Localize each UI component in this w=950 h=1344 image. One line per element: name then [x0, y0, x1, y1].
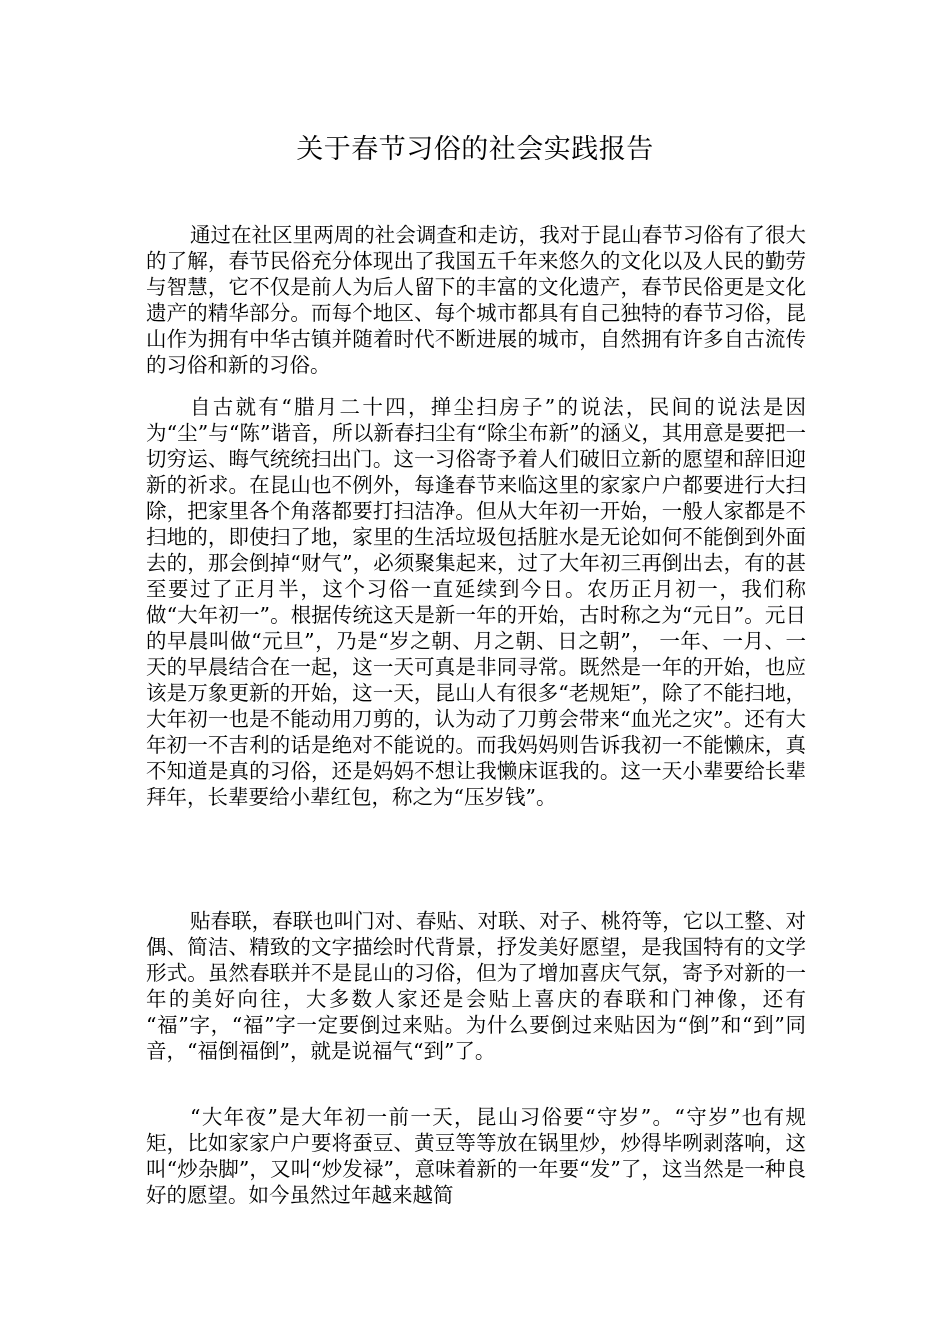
paragraph-3: 贴春联，春联也叫门对、春贴、对联、对子、桃符等，它以工整、对偶、简洁、精致的文字描绘时代背景，抒发美好愿望，是我国特有的文学形式。虽然春联并不是昆山的习俗，但为了增加喜庆气氛，寄予对新的一年的美好向往，大多数人家还是会贴上喜庆的春联和门神像，还有 “福”字，“福”字一定要倒过来贴。为什么要倒过来贴因为“倒”和“到”同音，“福倒福倒”，就是说福气“到”了。 [146, 909, 806, 1063]
paragraph-1: 通过在社区里两周的社会调查和走访，我对于昆山春节习俗有了很大的了解，春节民俗充分体现出了我国五千年来悠久的文化以及人民的勤劳与智慧，它不仅是前人为后人留下的丰富的文化遗产，春节民俗更是文化遗产的精华部分。而每个地区、每个城市都具有自己独特的春节习俗，昆山作为拥有中华古镇并随着时代不断进展的城市，自然拥有许多自古流传的习俗和新的习俗。 [146, 223, 806, 377]
paragraph-4: “大年夜”是大年初一前一天，昆山习俗要“守岁”。“守岁”也有规矩，比如家家户户要将蚕豆、黄豆等等放在锅里炒，炒得毕咧剥落响，这叫“炒杂脚”，又叫“炒发禄”，意味着新的一年要“发”了，这当然是一种良好的愿望。如今虽然过年越来越简 [146, 1105, 806, 1207]
paragraph-2: 自古就有“腊月二十四，掸尘扫房子”的说法，民间的说法是因为“尘”与“陈”谐音，所以新春扫尘有“除尘布新”的涵义，其用意是要把一切穷运、晦气统统扫出门。这一习俗寄予着人们破旧立新的愿望和辞旧迎新的祈求。在昆山也不例外，每逢春节来临这里的家家户户都要进行大扫除，把家里各个角落都要打扫洁净。但从大年初一开始，一般人家都是不扫地的，即使扫了地，家里的生活垃圾包括脏水是无论如何不能倒到外面去的，那会倒掉“财气”，必须聚集起来，过了大年初三再倒出去，有的甚至要过了正月半，这个习俗一直延续到今日。农历正月初一，我们称做“大年初一”。根据传统这天是新一年的开始，古时称之为“元日”。元日的早晨叫做“元旦”，乃是“岁之朝、月之朝、日之朝”， 一年、一月、一天的早晨结合在一起，这一天可真是非同寻常。既然是一年的开始，也应该是万象更新的开始，这一天，昆山人有很多“老规矩”，除了不能扫地，大年初一也是不能动用刀剪的，认为动了刀剪会带来“血光之灾”。还有大年初一不吉利的话是绝对不能说的。而我妈妈则告诉我初一不能懒床，真不知道是真的习俗，还是妈妈不想让我懒床诓我的。这一天小辈要给长辈拜年，长辈要给小辈红包，称之为“压岁钱”。 [146, 395, 806, 809]
page-title: 关于春节习俗的社会实践报告 [296, 134, 654, 165]
